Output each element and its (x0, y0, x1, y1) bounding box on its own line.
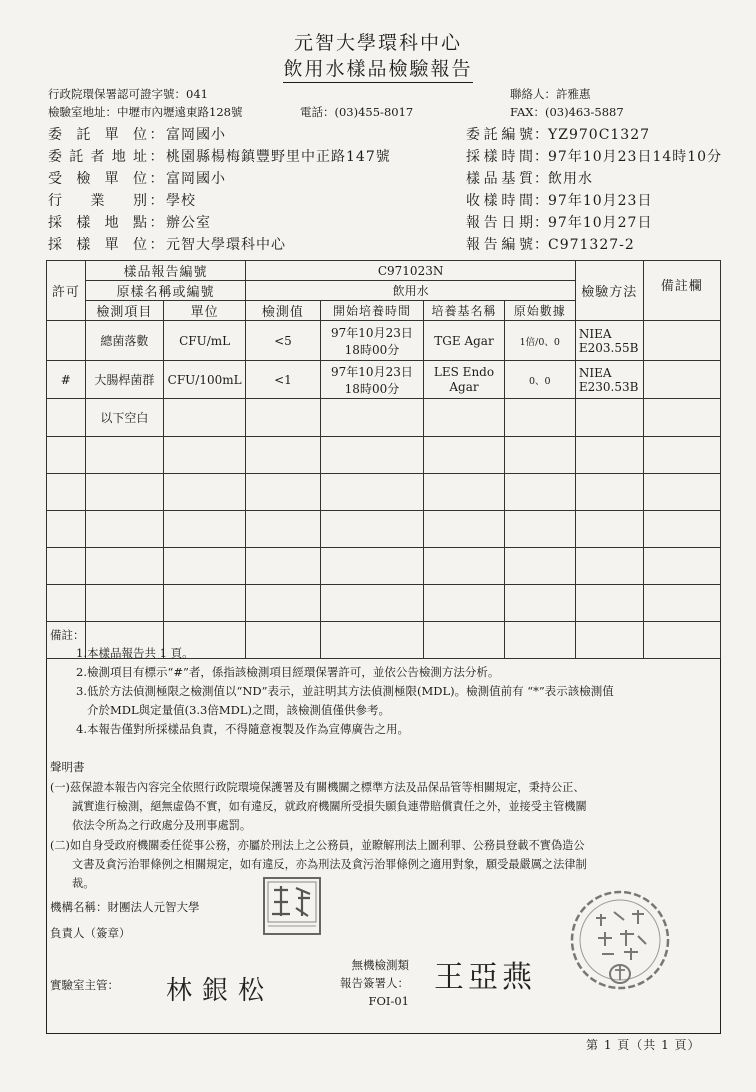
lab-head-signature: 林銀松 (166, 976, 275, 1006)
row-unit: CFU/100mL (163, 361, 245, 399)
method-header: 檢驗方法 (575, 261, 643, 321)
col-header: 檢測項目 (85, 301, 163, 321)
sample-info (466, 124, 722, 256)
lab-head-label: 實驗室主管： (50, 978, 119, 992)
info-row: 採樣單位 ： 元智大學環科中心 (48, 237, 286, 253)
statement-p2: (二)如自身受政府機關委任從事公務，亦屬於刑法上之公務員，並瞭解刑法上圖利罪、公務員登載不實偽造公 文書及貪污治罪條例之相關規定，如有違反，亦為刑法及貪污治罪條例之適用對象，願受最嚴厲之法律制 裁。 (50, 839, 587, 890)
institution-name: 機構名稱：財團法人元智大學 (50, 900, 200, 914)
row-item: 總菌落數 (85, 321, 163, 361)
col-header: 檢測值 (246, 301, 320, 321)
lab-phone: 電話：(03)455-8017 (300, 105, 414, 119)
col-header: 培養基名稱 (424, 301, 504, 321)
notes-list (76, 644, 614, 739)
info-row: 報告日期：97年10月27日 (466, 215, 653, 231)
contact-person: 聯絡人：許雅惠 (510, 87, 591, 101)
note-line: 介於MDL與定量值(3.3倍MDL)之間，該檢測值僅供參考。 (76, 703, 390, 717)
org-title: 元智大學環科中心 (293, 32, 462, 54)
lab-fax: FAX：(03)463-5887 (510, 105, 624, 119)
row-medium: LES Endo Agar (424, 361, 504, 399)
blank-note: 以下空白 (85, 399, 163, 437)
table-row (47, 321, 721, 361)
row-remark (643, 321, 720, 361)
info-row: 採樣時間：97年10月23日14時10分 (466, 149, 723, 165)
col-header: 開始培養時間 (320, 301, 424, 321)
col-header: 單位 (163, 301, 245, 321)
row-value: <5 (246, 321, 320, 361)
col-header: 原始數據 (504, 301, 575, 321)
orig-name-label: 原樣名稱或編號 (85, 281, 246, 301)
client-info (48, 124, 391, 256)
row-permit: # (47, 361, 86, 399)
orig-name: 飲用水 (246, 281, 576, 301)
row-raw: 1倍/0、0 (504, 321, 575, 361)
info-row: 行業別 ： 學校 (48, 193, 196, 209)
row-item: 大腸桿菌群 (85, 361, 163, 399)
row-unit: CFU/mL (163, 321, 245, 361)
note-line: 4.本報告僅對所採樣品負責，不得隨意複製及作為宣傳廣告之用。 (76, 722, 409, 736)
row-start-time: 97年10月23日 18時00分 (320, 361, 424, 399)
table-row (47, 511, 721, 548)
row-remark (643, 361, 720, 399)
row-method: NIEA E230.53B (575, 361, 643, 399)
note-line: 1.本樣品報告共 1 頁。 (76, 646, 194, 660)
report-title: 飲用水樣品檢驗報告 (0, 54, 756, 81)
info-row: 樣品基質：飲用水 (466, 171, 593, 187)
table-row (47, 548, 721, 585)
institution-round-seal (568, 888, 672, 992)
info-row: 委託單位 ： 富岡國小 (48, 127, 226, 143)
page-number: 第 1 頁（共 1 頁） (586, 1038, 701, 1052)
signer-block: 無機檢測類 報告簽署人： FOI-01 (340, 958, 409, 1008)
table-row (47, 585, 721, 622)
lab-address: 檢驗室地址：中壢市內壢遠東路128號 (48, 105, 243, 119)
statement-p1: (一)茲保證本報告內容完全依照行政院環境保護署及有關機關之標準方法及品保品管等相關規定，秉持公正、 誠實進行檢測，絕無虛偽不實，如有違反，就政府機關所受損失願負連帶賠償責任之外，並接受主管機關 依法令所為之行政處分及刑事處罰。 (50, 781, 587, 832)
table-row (47, 437, 721, 474)
info-row: 委託編號：YZ970C1327 (466, 127, 651, 143)
table-row (47, 474, 721, 511)
row-raw: 0、0 (504, 361, 575, 399)
remark-header: 備註欄 (643, 261, 720, 321)
note-line: 2.檢測項目有標示“#”者，係指該檢測項目經環保署許可，並依公告檢測方法分析。 (76, 665, 500, 679)
results-table (46, 260, 721, 659)
row-permit (47, 321, 86, 361)
row-method: NIEA E203.55B (575, 321, 643, 361)
info-row: 受檢單位 ： 富岡國小 (48, 171, 226, 187)
info-row: 報告編號：C971327-2 (466, 237, 635, 253)
notes-title: 備註： (50, 628, 85, 642)
signer-signature: 王亞燕 (434, 960, 536, 995)
personal-seal (262, 876, 322, 936)
table-row (47, 399, 721, 437)
sample-report-no: C971023N (246, 261, 576, 281)
row-value: <1 (246, 361, 320, 399)
table-row (47, 361, 721, 399)
info-row: 收樣時間：97年10月23日 (466, 193, 653, 209)
row-medium: TGE Agar (424, 321, 504, 361)
info-row: 委託者地址 ： 桃園縣楊梅鎮豐野里中正路147號 (48, 149, 391, 165)
note-line: 3.低於方法偵測極限之檢測值以“ND”表示，並註明其方法偵測極限(MDL)。檢測值前有 “*”表示該檢測值 (76, 684, 614, 698)
info-row: 採樣地點 ： 辦公室 (48, 215, 211, 231)
row-start-time: 97年10月23日 18時00分 (320, 321, 424, 361)
statement-title: 聲明書 (50, 760, 85, 774)
sample-report-no-label: 樣品報告編號 (85, 261, 246, 281)
cert-number: 行政院環保署認可證字號：041 (48, 87, 208, 101)
permit-header: 許可 (47, 261, 86, 321)
responsible-person: 負責人（簽章） (50, 926, 131, 940)
